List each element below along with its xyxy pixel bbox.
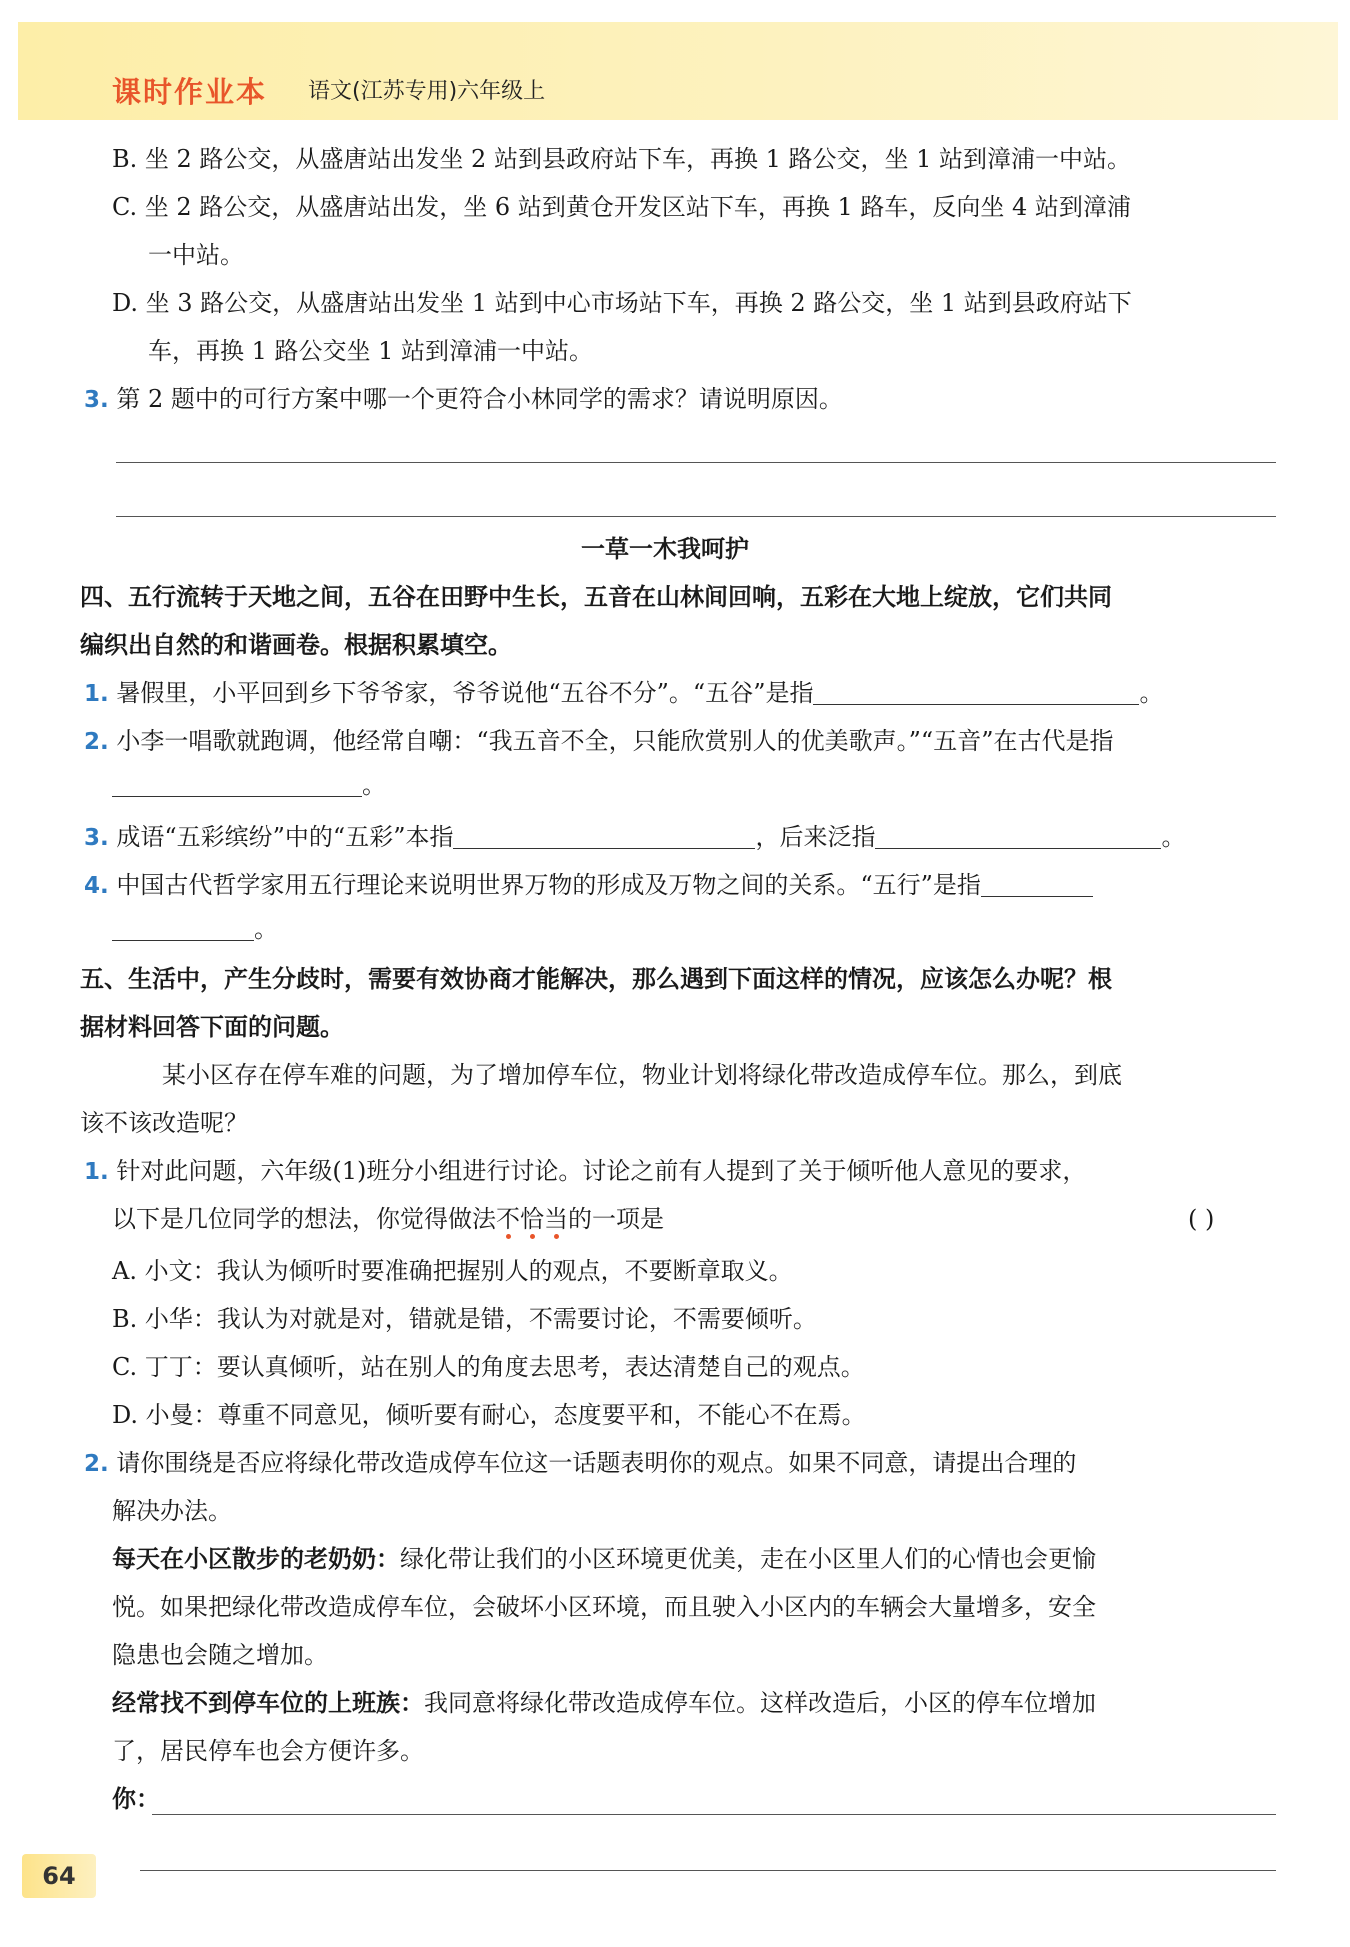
part-5-question-2-line2: 解决办法。 — [112, 1497, 232, 1525]
option-d-route-line2: 车，再换 1 路公交坐 1 站到漳浦一中站。 — [148, 337, 594, 365]
part-4-question-1 — [84, 676, 1163, 711]
fill-blank[interactable] — [813, 680, 1139, 705]
question-text: 小李一唱歌就跑调，他经常自嘲：“我五音不全，只能欣赏别人的优美歌声。”“五音”在古代是指 — [116, 727, 1114, 755]
book-subject-label: 语文(江苏专用)六年级上 — [308, 79, 546, 104]
opinion-text: 绿化带让我们的小区环境更优美，走在小区里人们的心情也会更愉 — [400, 1545, 1096, 1573]
emphasis-dotted-char: 不 — [496, 1205, 520, 1233]
emphasis-dotted-char: 当 — [544, 1205, 568, 1233]
option-d: D. 小曼：尊重不同意见，倾听要有耐心，态度要平和，不能心不在焉。 — [112, 1401, 866, 1429]
emphasis-dotted-char: 恰 — [520, 1205, 544, 1233]
worker-opinion-line1 — [112, 1686, 1096, 1720]
part-5-question-2 — [84, 1446, 1076, 1481]
option-b: B. 小华：我认为对就是对，错就是错，不需要讨论，不需要倾听。 — [112, 1305, 817, 1333]
speaker-label: 经常找不到停车位的上班族： — [112, 1689, 424, 1717]
option-a: A. 小文：我认为倾听时要准确把握别人的观点，不要断章取义。 — [112, 1257, 793, 1285]
answer-parentheses[interactable]: ( ) — [1188, 1205, 1215, 1233]
question-text: 暑假里，小平回到乡下爷爷家，爷爷说他“五谷不分”。“五谷”是指 — [116, 679, 814, 707]
part-4-question-2 — [84, 724, 1113, 759]
part-5-question-1-line2 — [112, 1202, 664, 1236]
material-line2: 该不该改造呢？ — [80, 1109, 248, 1137]
material-line1: 某小区存在停车难的问题，为了增加停车位，物业计划将绿化带改造成停车位。那么，到底 — [162, 1061, 1122, 1089]
fill-blank[interactable] — [981, 872, 1093, 897]
question-text: 针对此问题，六年级(1)班分小组进行讨论。讨论之前有人提到了关于倾听他人意见的要求， — [116, 1157, 1087, 1185]
fill-blank[interactable] — [112, 772, 362, 797]
option-c-route-line1: C. 坐 2 路公交，从盛唐站出发，坐 6 站到黄仓开发区站下车，再换 1 路车，反向坐 4 站到漳浦 — [112, 193, 1131, 221]
question-number: 1. — [84, 681, 109, 707]
question-text: 第 2 题中的可行方案中哪一个更符合小林同学的需求？请说明原因。 — [116, 385, 843, 413]
opinion-text: 我同意将绿化带改造成停车位。这样改造后，小区的停车位增加 — [424, 1689, 1096, 1717]
your-opinion-label: 你： — [112, 1785, 160, 1813]
question-3 — [84, 382, 843, 417]
fill-blank[interactable] — [112, 916, 254, 941]
grandma-opinion-line1 — [112, 1542, 1096, 1576]
part-4-question-2-blank-line — [112, 768, 386, 802]
section-title: 一草一木我呵护 — [581, 535, 749, 563]
part-5-intro-line2: 据材料回答下面的问题。 — [80, 1013, 344, 1041]
question-end: 。 — [1139, 679, 1164, 707]
fill-blank[interactable] — [875, 824, 1161, 849]
fill-blank[interactable] — [453, 824, 755, 849]
option-c: C. 丁丁：要认真倾听，站在别人的角度去思考，表达清楚自己的观点。 — [112, 1353, 865, 1381]
question-number: 3. — [84, 387, 109, 413]
page-number: 64 — [22, 1854, 96, 1898]
part-4-question-4 — [84, 868, 1093, 903]
question-number: 4. — [84, 873, 109, 899]
part-5-intro-line1: 五、生活中，产生分歧时，需要有效协商才能解决，那么遇到下面这样的情况，应该怎么办呢？根 — [80, 965, 1112, 993]
answer-line[interactable] — [140, 1870, 1276, 1871]
question-text: 成语“五彩缤纷”中的“五彩”本指 — [116, 823, 454, 851]
part-4-question-3 — [84, 820, 1185, 855]
question-end: 。 — [254, 915, 278, 943]
grandma-opinion-line2: 悦。如果把绿化带改造成停车位，会破坏小区环境，而且驶入小区内的车辆会大量增多，安全 — [112, 1593, 1096, 1621]
worker-opinion-line2: 了，居民停车也会方便许多。 — [112, 1737, 424, 1765]
part-4-intro-line2: 编织出自然的和谐画卷。根据积累填空。 — [80, 631, 512, 659]
speaker-label: 每天在小区散步的老奶奶： — [112, 1545, 400, 1573]
option-b-route: B. 坐 2 路公交，从盛唐站出发坐 2 站到县政府站下车，再换 1 路公交，坐 1 站到漳浦一中站。 — [112, 145, 1132, 173]
question-text: 中国古代哲学家用五行理论来说明世界万物的形成及万物之间的关系。“五行”是指 — [116, 871, 981, 899]
part-4-question-4-blank-line — [112, 912, 278, 946]
question-end: 。 — [1161, 823, 1186, 851]
question-number: 3. — [84, 825, 109, 851]
question-end: 。 — [362, 771, 386, 799]
book-brand-title: 课时作业本 — [112, 75, 268, 109]
question-number: 1. — [84, 1159, 109, 1185]
question-text: 以下是几位同学的想法，你觉得做法 — [112, 1205, 496, 1233]
answer-line[interactable] — [152, 1814, 1276, 1815]
question-text: ，后来泛指 — [755, 823, 876, 851]
question-text: 的一项是 — [568, 1205, 664, 1233]
part-4-intro-line1: 四、五行流转于天地之间，五谷在田野中生长，五音在山林间回响，五彩在大地上绽放，它们共同 — [80, 583, 1112, 611]
option-d-route-line1: D. 坐 3 路公交，从盛唐站出发坐 1 站到中心市场站下车，再换 2 路公交，坐 1 站到县政府站下 — [112, 289, 1132, 317]
option-c-route-line2: 一中站。 — [148, 241, 244, 269]
question-number: 2. — [84, 729, 109, 755]
question-text: 请你围绕是否应将绿化带改造成停车位这一话题表明你的观点。如果不同意，请提出合理的 — [116, 1449, 1077, 1477]
grandma-opinion-line3: 隐患也会随之增加。 — [112, 1641, 328, 1669]
answer-line[interactable] — [116, 516, 1276, 517]
question-number: 2. — [84, 1451, 109, 1477]
answer-line[interactable] — [116, 462, 1276, 463]
part-5-question-1 — [84, 1154, 1086, 1189]
